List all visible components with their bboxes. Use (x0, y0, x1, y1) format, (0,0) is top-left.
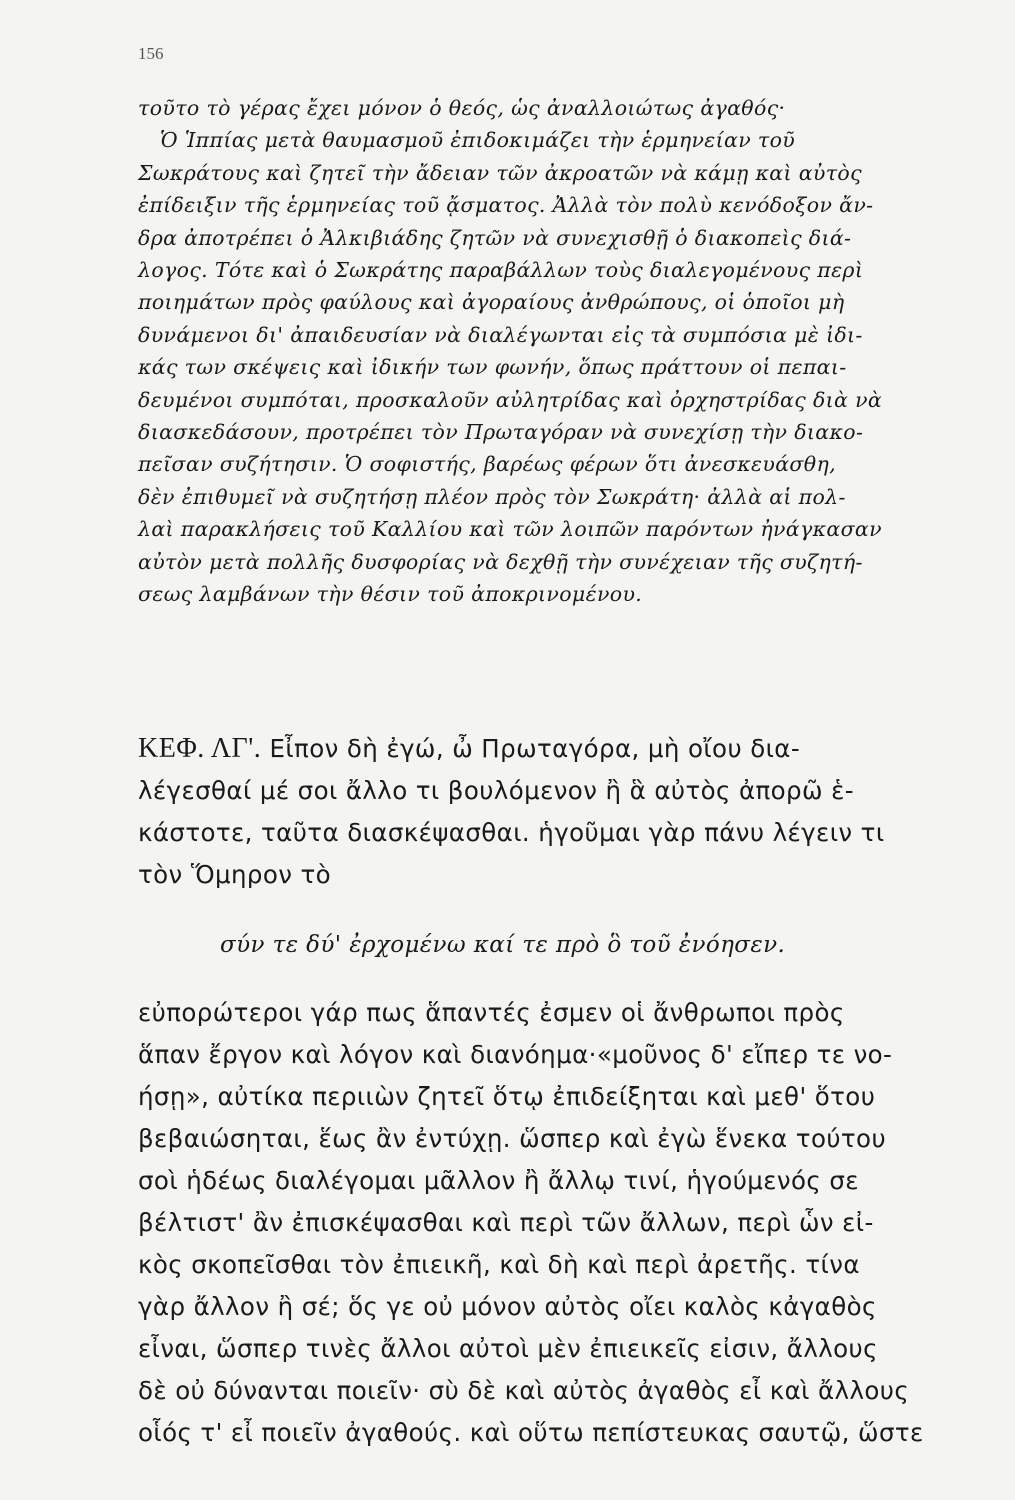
commentary-line: ἐπίδειξιν τῆς ἑρμηνείας τοῦ ᾄσματος. Ἀλλὰ τὸν πολὺ κενόδοξον ἄν- (138, 193, 874, 218)
commentary-line: δὲν ἐπιθυμεῖ νὰ συζητήσῃ πλέον πρὸς τὸν Σωκράτη· ἀλλὰ αἱ πολ- (138, 484, 846, 509)
commentary-line: διασκεδάσουν, προτρέπει τὸν Πρωταγόραν νὰ συνεχίσῃ τὴν διακο- (138, 420, 864, 445)
greek-text-line: κὸς σκοπεῖσθαι τὸν ἐπιεικῆ, καὶ δὴ καὶ περὶ ἀρετῆς. τίνα (138, 1250, 860, 1279)
commentary-line: σεως λαμβάνων τὴν θέσιν τοῦ ἀποκρινομένου. (138, 582, 643, 607)
greek-text-line: εἶναι, ὥσπερ τινὲς ἄλλοι αὐτοὶ μὲν ἐπιεικεῖς εἰσιν, ἄλλους (138, 1334, 878, 1363)
greek-text-line: εὐπορώτεροι γάρ πως ἅπαντές ἐσμεν οἱ ἄνθρωποι πρὸς (138, 998, 845, 1027)
commentary-line: τοῦτο τὸ γέρας ἔχει μόνον ὁ θεός, ὡς ἀναλλοιώτως ἀγαθός· (138, 96, 786, 120)
commentary-line: αὐτὸν μετὰ πολλῆς δυσφορίας νὰ δεχθῇ τὴν συνέχειαν τῆς συζητή- (138, 549, 863, 574)
commentary-line: λογος. Τότε καὶ ὁ Σωκράτης παραβάλλων τοὺς διαλεγομένους περὶ (138, 258, 864, 283)
greek-text-line-content: Εἶπον δὴ ἐγώ, ὦ Πρωταγόρα, μὴ οἴου δια- (269, 734, 801, 763)
greek-text-line: οἷός τ' εἶ ποιεῖν ἀγαθούς. καὶ οὕτω πεπίστευκας σαυτῷ, ὥστε (138, 1418, 924, 1447)
greek-text-line: ἅπαν ἔργον καὶ λόγον καὶ διανόημα·«μοῦνος δ' εἴπερ τε νο- (138, 1040, 893, 1069)
commentary-line: Ὁ Ἱππίας μετὰ θαυμασμοῦ ἐπιδοκιμάζει τὴν ἑρμηνείαν τοῦ (160, 128, 796, 153)
commentary-block (138, 92, 978, 611)
homer-quote: σύν τε δύ' ἐρχομένω καί τε πρὸ ὃ τοῦ ἐνόησεν. (220, 932, 786, 958)
greek-text-line: γὰρ ἄλλον ἢ σέ; ὅς γε οὐ μόνον αὐτὸς οἴει καλὸς κἀγαθὸς (138, 1292, 877, 1321)
greek-text-line: βέλτιστ' ἂν ἐπισκέψασθαι καὶ περὶ τῶν ἄλλων, περὶ ὧν εἰ- (138, 1208, 874, 1237)
greek-text-line: τὸν Ὅμηρον τὸ (138, 860, 332, 889)
page-number: 156 (138, 44, 164, 63)
greek-text-line: βεβαιώσηται, ἕως ἂν ἐντύχῃ. ὥσπερ καὶ ἐγὼ ἕνεκα τούτου (138, 1124, 887, 1153)
greek-text-line: λέγεσθαί μέ σοι ἄλλο τι βουλόμενον ἢ ἃ αὐτὸς ἀπορῶ ἑ- (138, 776, 854, 805)
commentary-line: κάς των σκέψεις καὶ ἰδικήν των φωνήν, ὅπως πράττουν οἱ πεπαι- (138, 355, 847, 380)
greek-text-line: δὲ οὐ δύνανται ποιεῖν· σὺ δὲ καὶ αὐτὸς ἀγαθὸς εἶ καὶ ἄλλους (138, 1376, 910, 1405)
commentary-line: Σωκράτους καὶ ζητεῖ τὴν ἄδειαν τῶν ἀκροατῶν νὰ κάμῃ καὶ αὐτὸς (138, 160, 862, 185)
greek-text-line: ήσῃ», αὐτίκα περιιὼν ζητεῖ ὅτῳ ἐπιδείξηται καὶ μεθ' ὅτου (138, 1082, 876, 1111)
commentary-line: λαὶ παρακλήσεις τοῦ Καλλίου καὶ τῶν λοιπῶν παρόντων ἠνάγκασαν (138, 517, 882, 542)
greek-text-block (138, 728, 988, 1454)
commentary-line: δρα ἀποτρέπει ὁ Ἀλκιβιάδης ζητῶν νὰ συνεχισθῇ ὁ διακοπεὶς διά- (138, 225, 852, 250)
greek-text-line: κάστοτε, ταῦτα διασκέψασθαι. ἡγοῦμαι γὰρ πάνυ λέγειν τι (138, 818, 885, 847)
chapter-label: ΚΕΦ. ΛΓ'. (138, 733, 262, 764)
commentary-line: ποιημάτων πρὸς φαύλους καὶ ἀγοραίους ἀνθρώπους, οἱ ὁποῖοι μὴ (138, 290, 845, 315)
greek-text-line: σοὶ ἡδέως διαλέγομαι μᾶλλον ἢ ἄλλῳ τινί, ἡγούμενός σε (138, 1166, 859, 1195)
commentary-line: πεῖσαν συζήτησιν. Ὁ σοφιστής, βαρέως φέρων ὅτι ἀνεσκευάσθη, (138, 452, 836, 477)
commentary-line: δευμένοι συμπόται, προσκαλοῦν αὐλητρίδας καὶ ὀρχηστρίδας διὰ νὰ (138, 387, 883, 412)
commentary-line: δυνάμενοι δι' ἀπαιδευσίαν νὰ διαλέγωνται εἰς τὰ συμπόσια μὲ ἰδι- (138, 322, 863, 347)
greek-text-line (138, 728, 988, 770)
